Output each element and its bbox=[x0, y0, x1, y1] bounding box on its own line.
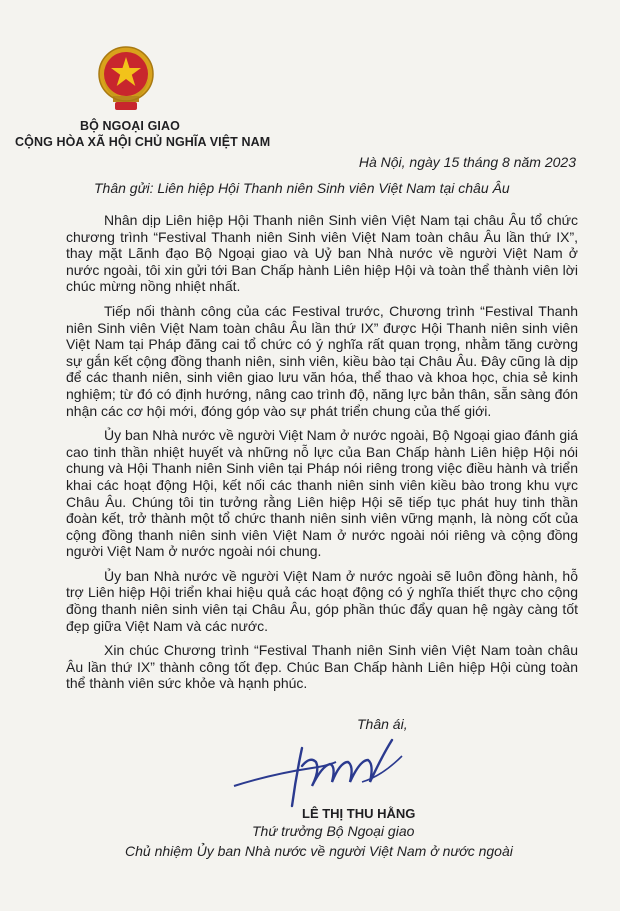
letter-body bbox=[66, 212, 578, 700]
national-emblem-icon bbox=[95, 38, 157, 114]
signer-title: Thứ trưởng Bộ Ngoại giao bbox=[252, 823, 415, 839]
paragraph-1: Nhân dịp Liên hiệp Hội Thanh niên Sinh viên Việt Nam tại châu Âu tổ chức chương trình “Festival Thanh niên Sinh viên Việt Nam toàn châu Âu lần thứ IX”, thay mặt Lãnh đạo Bộ Ngoại giao và Uỷ ban Nhà nước về người Việt Nam ở nước ngoài, tôi xin gửi tới Ban Chấp hành Liên hiệp Hội và toàn thể thành viên lời chúc mừng nồng nhiệt nhất. bbox=[66, 212, 578, 295]
date-line: Hà Nội, ngày 15 tháng 8 năm 2023 bbox=[358, 154, 576, 170]
paragraph-2: Tiếp nối thành công của các Festival trước, Chương trình “Festival Thanh niên Sinh viên Việt Nam toàn châu Âu lần thứ IX” được Hội Thanh niên sinh viên Việt Nam tại Pháp đăng cai tổ chức có ý nghĩa rất quan trọng, nhằm tăng cường sự gắn kết cộng đồng thanh niên, sinh viên, kiều bào tại Châu Âu. Đây cũng là dịp để các thanh niên, sinh viên giao lưu văn hóa, thể thao và khoa học, chia sẻ kinh nghiệm; từ đó có định hướng, nâng cao trình độ, năng lực bản thân, sẵn sàng đón nhận các cơ hội mới, đóng góp vào sự phát triển chung của thế giới. bbox=[66, 302, 578, 419]
country-name: CỘNG HÒA XÃ HỘI CHỦ NGHĨA VIỆT NAM bbox=[15, 135, 271, 149]
closing: Thân ái, bbox=[357, 716, 408, 732]
paragraph-3: Ủy ban Nhà nước về người Việt Nam ở nước ngoài, Bộ Ngoại giao đánh giá cao tinh thần nhiệt huyết và những nỗ lực của Ban Chấp hành Liên hiệp Hội nói chung và Hội Thanh niên Sinh viên tại Pháp nói riêng trong việc điều hành và triển khai các hoạt động Hội, kết nối các thanh niên sinh viên kiều bào trong khu vực Châu Âu. Chúng tôi tin tưởng rằng Liên hiệp Hội sẽ tiếp tục phát huy tinh thần đoàn kết, trở thành một tổ chức thanh niên sinh viên vững mạnh, là nòng cốt của cộng đồng thanh niên sinh viên Việt Nam ở nước ngoài nói riêng và cộng đồng người Việt Nam ở nước ngoài nói chung. bbox=[66, 427, 578, 560]
paragraph-5: Xin chúc Chương trình “Festival Thanh niên Sinh viên Việt Nam toàn châu Âu lần thứ IX” thành công tốt đẹp. Chúc Ban Chấp hành Liên hiệp Hội cùng toàn thể thành viên sức khỏe và hạnh phúc. bbox=[66, 642, 578, 692]
signer-role: Chủ nhiệm Ủy ban Nhà nước về người Việt Nam ở nước ngoài bbox=[125, 843, 513, 859]
signer-name: LÊ THỊ THU HẰNG bbox=[302, 806, 416, 821]
handwritten-signature-icon bbox=[232, 726, 432, 816]
paragraph-4: Ủy ban Nhà nước về người Việt Nam ở nước ngoài sẽ luôn đồng hành, hỗ trợ Liên hiệp Hội triển khai hiệu quả các hoạt động có ý nghĩa thiết thực cho cộng đồng thanh niên sinh viên tại Châu Âu, góp phần thúc đẩy quan hệ ngày càng tốt đẹp giữa Việt Nam và các nước. bbox=[66, 567, 578, 634]
salutation: Thân gửi: Liên hiệp Hội Thanh niên Sinh viên Việt Nam tại châu Âu bbox=[94, 180, 510, 196]
ministry-name: BỘ NGOẠI GIAO bbox=[80, 119, 180, 133]
